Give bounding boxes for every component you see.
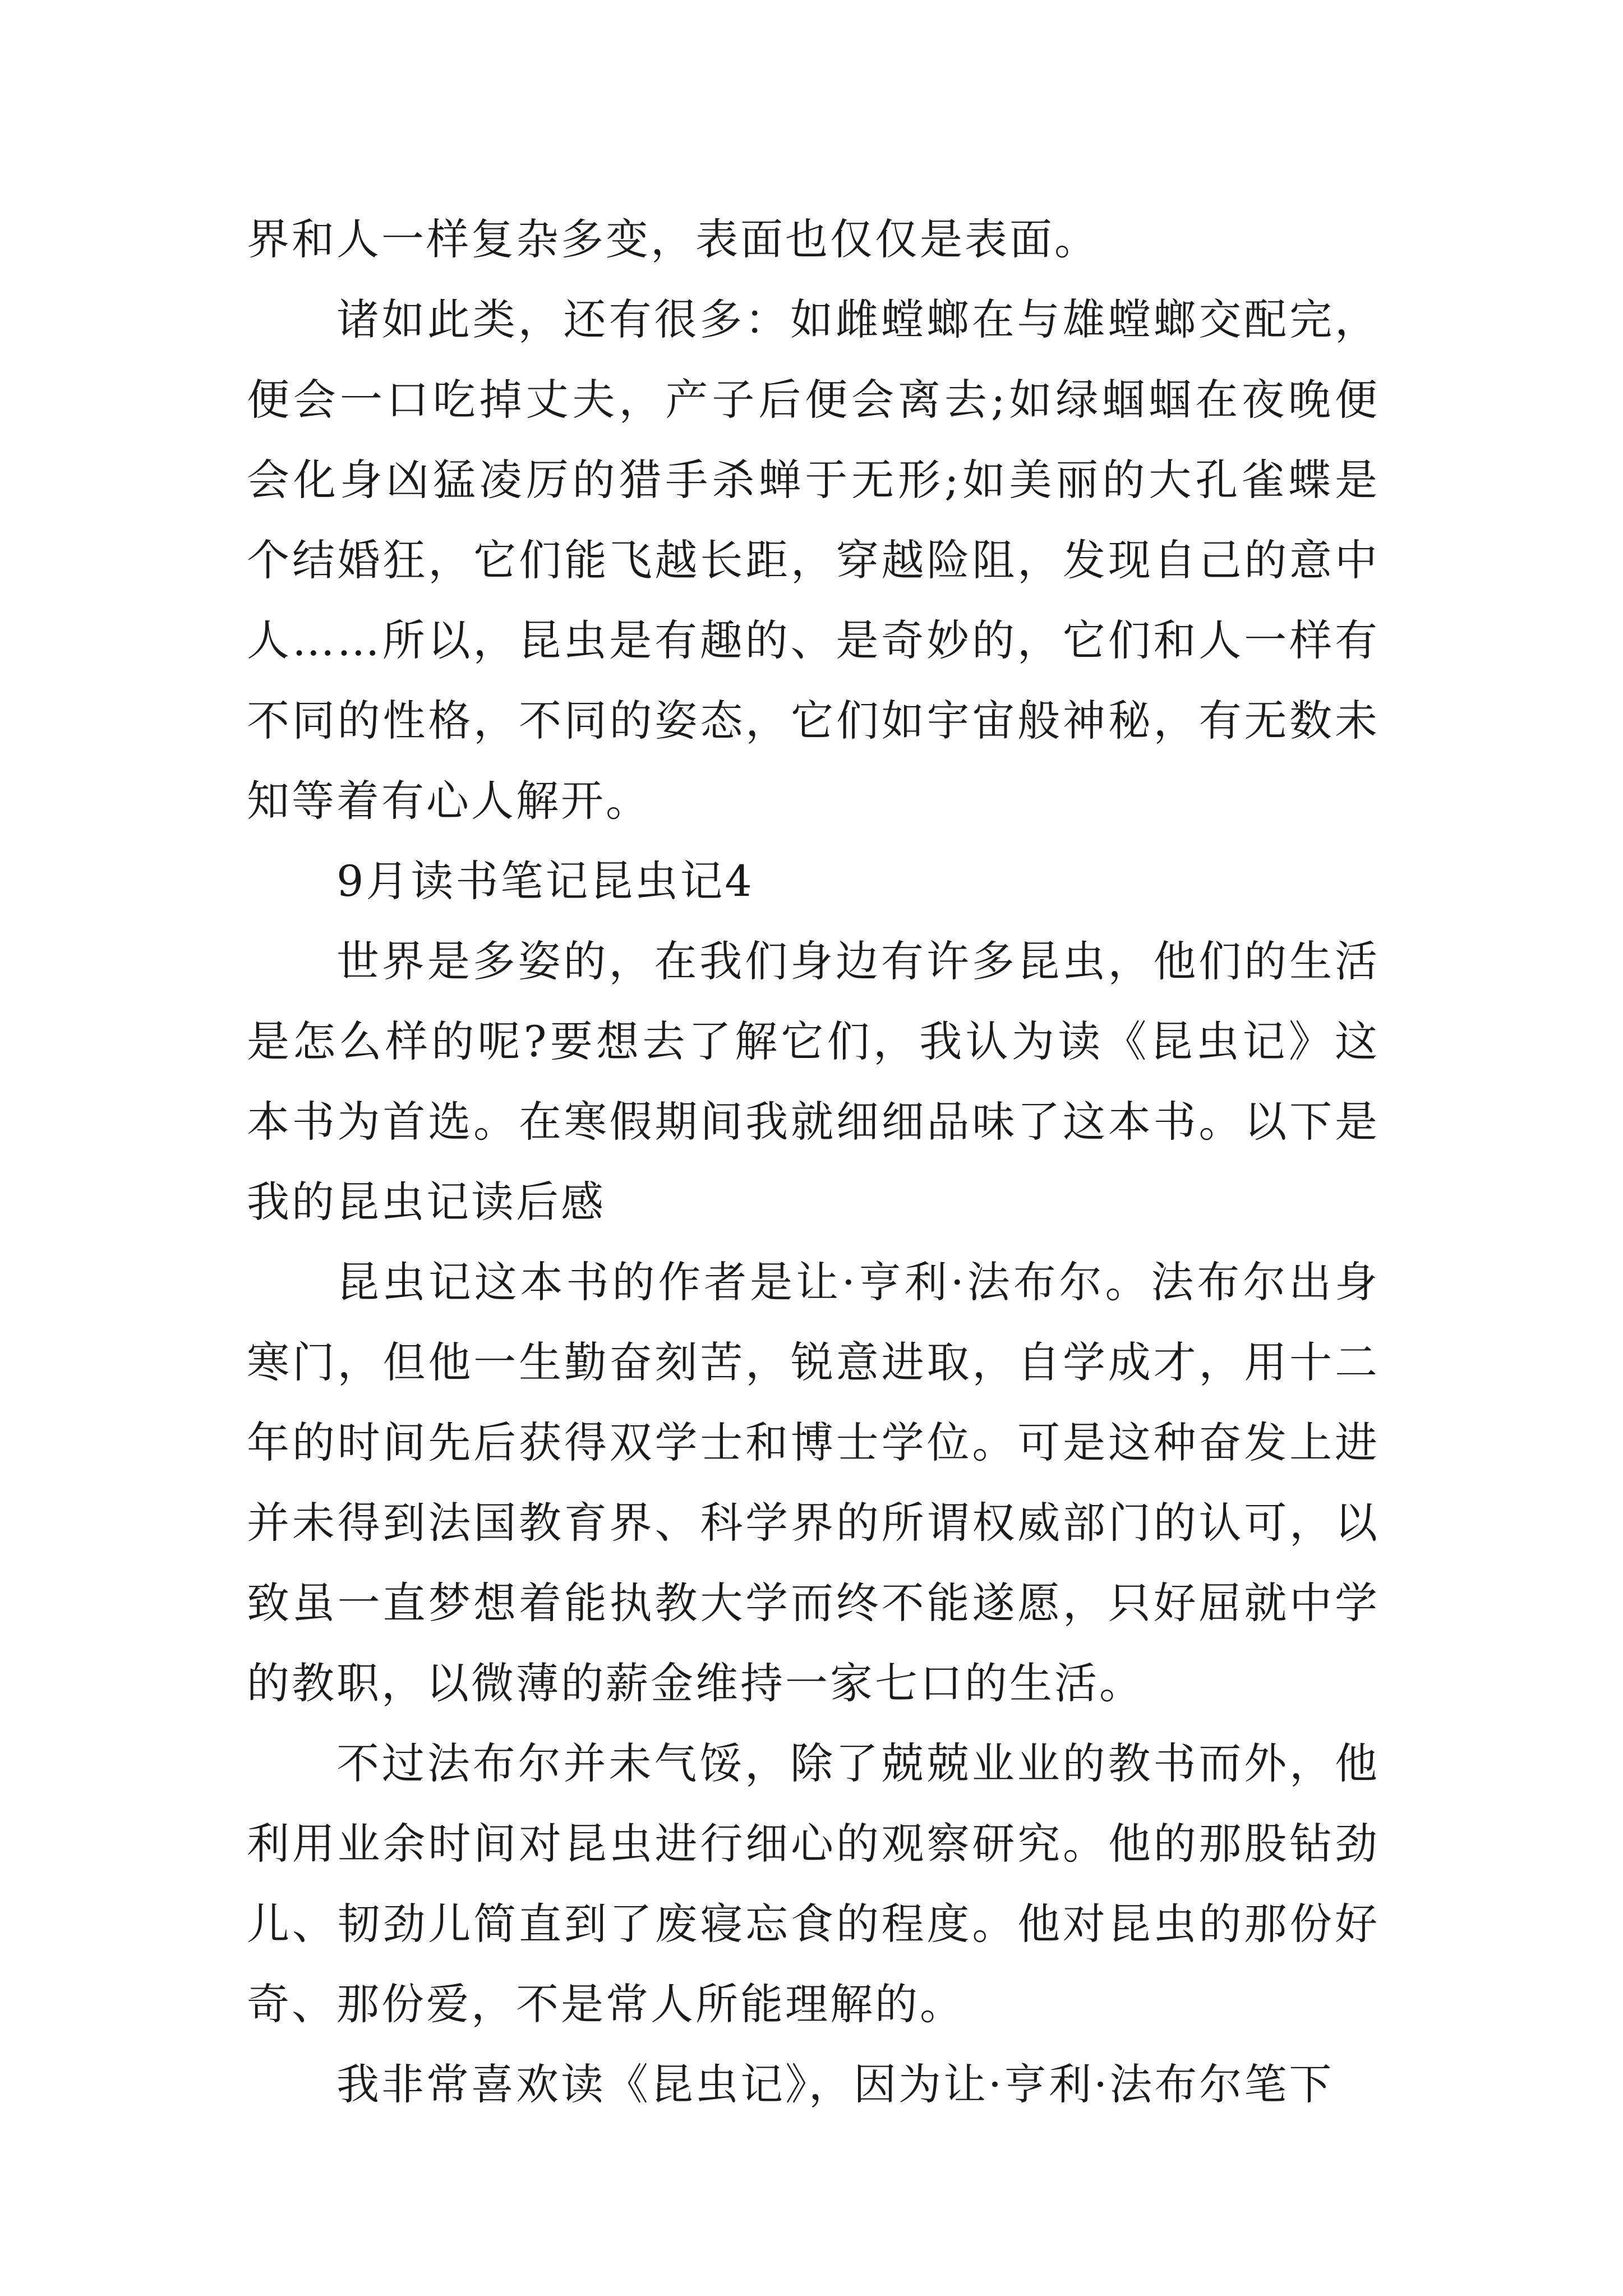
paragraph-4: 昆虫记这本书的作者是让·亨利·法布尔。法布尔出身寒门，但他一生勤奋刻苦，锐意进取，自学成才，用十二年的时间先后获得双学士和博士学位。可是这种奋发上进并未得到法国教育界、科学界的所谓权威部门的认可，以致虽一直梦想着能执教大学而终不能遂愿，只好屈就中学的教职，以微薄的薪金维持一家七口的生活。	[247, 1257, 1380, 1708]
paragraph-5: 不过法布尔并未气馁，除了兢兢业业的教书而外，他利用业余时间对昆虫进行细心的观察研究。他的那股钻劲儿、韧劲儿简直到了废寝忘食的程度。他对昆虫的那份好奇、那份爱，不是常人所能理解的。	[247, 1738, 1380, 2029]
body-text	[247, 199, 1380, 2124]
paragraph-3: 世界是多姿的，在我们身边有许多昆虫，他们的生活是怎么样的呢?要想去了解它们，我认为读《昆虫记》这本书为首选。在寒假期间我就细细品味了这本书。以下是我的昆虫记读后感	[247, 936, 1380, 1227]
paragraph-1: 界和人一样复杂多变，表面也仅仅是表面。	[247, 214, 1099, 264]
section-heading: 9月读书笔记昆虫记4	[336, 856, 754, 906]
paragraph-2: 诸如此类，还有很多：如雌螳螂在与雄螳螂交配完，便会一口吃掉丈夫，产子后便会离去;如绿蝈蝈在夜晚便会化身凶猛凌厉的猎手杀蝉于无形;如美丽的大孔雀蝶是个结婚狂，它们能飞越长距，穿越险阻，发现自己的意中人……所以，昆虫是有趣的、是奇妙的，它们和人一样有不同的性格，不同的姿态，它们如宇宙般神秘，有无数未知等着有心人解开。	[247, 295, 1380, 826]
paragraph-6: 我非常喜欢读《昆虫记》，因为让·亨利·法布尔笔下	[336, 2059, 1334, 2109]
